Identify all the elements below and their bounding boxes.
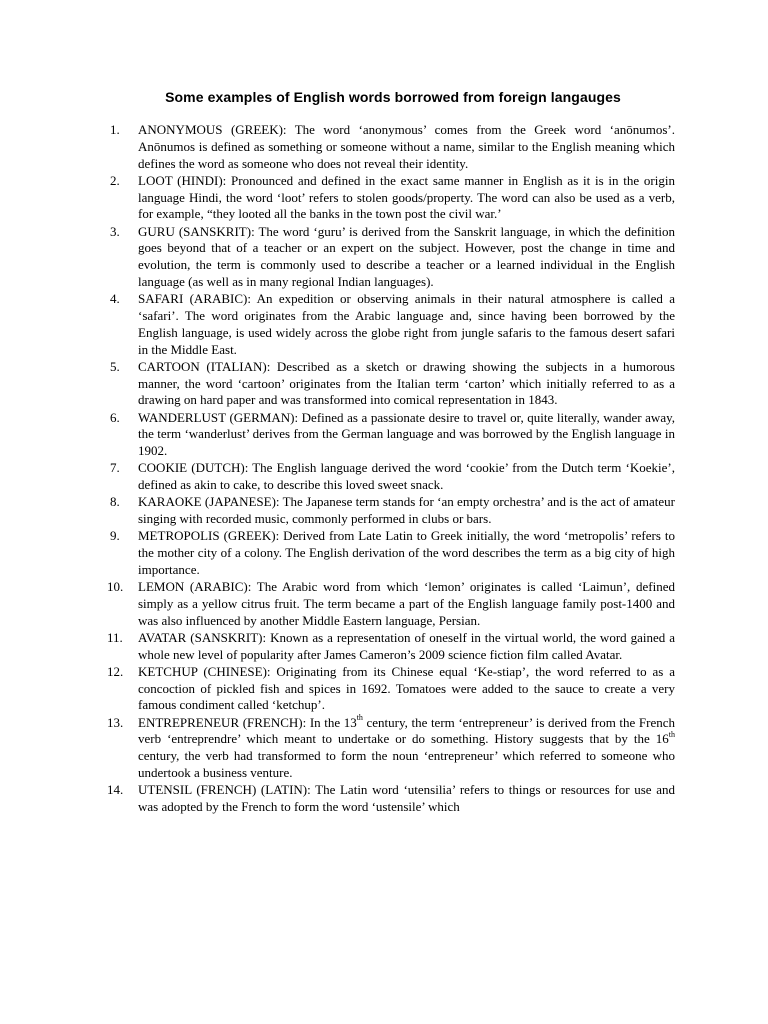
list-item-number: 14.: [107, 782, 124, 798]
list-item: [110, 460, 675, 494]
list-item-text: LOOT (HINDI): Pronounced and defined in the exact same manner in English as it is in the origin language Hindi, the word ‘loot’ refers to stolen goods/property. The word can also be used as a verb, for example, “they looted all the banks in the town post the civil war.’: [138, 172, 675, 222]
list-item-text-part: century, the term ‘entrepreneur’ is derived from the French verb ‘entreprendre’ which meant to undertake or do something. History suggests that by the 16: [138, 714, 675, 747]
list-item-number: 6.: [110, 409, 120, 425]
list-item-text: METROPOLIS (GREEK): Derived from Late Latin to Greek initially, the word ‘metropolis’ refers to the mother city of a colony. The English derivation of the word describes the term as a big city of high importance.: [138, 528, 675, 577]
list-item: [110, 223, 675, 291]
list-item-number: 9.: [110, 528, 120, 544]
ordinal-suffix: th: [668, 730, 675, 740]
list-item: [110, 409, 675, 460]
list-item-number: 2.: [110, 172, 120, 188]
list-item-text: ANONYMOUS (GREEK): The word ‘anonymous’ comes from the Greek word ‘anōnumos’. Anōnumos is defined as something or someone without a name, similar to the English meaning which defines the word as someone who does not reveal their identity.: [138, 122, 675, 171]
list-item-text-part: ENTREPRENEUR (FRENCH): In the 13: [138, 714, 357, 730]
list-item: [107, 579, 675, 629]
list-item-text: AVATAR (SANSKRIT): Known as a representation of oneself in the virtual world, the word gained a whole new level of popularity after James Cameron’s 2009 science fiction film called Avatar.: [138, 629, 675, 662]
list-item: [110, 494, 675, 528]
list-item: [107, 663, 675, 714]
list-item-number: 4.: [110, 291, 120, 307]
list-item: [110, 291, 675, 358]
list-item-text: COOKIE (DUTCH): The English language derived the word ‘cookie’ from the Dutch term ‘Koekie’, defined as akin to cake, to describe this loved sweet snack.: [138, 460, 675, 493]
list-item: [107, 713, 675, 782]
page-title: Some examples of English words borrowed from foreign langauges: [165, 89, 621, 105]
borrowed-words-list: [107, 122, 675, 816]
list-item-text: KARAOKE (JAPANESE): The Japanese term stands for ‘an empty orchestra’ and is the act of amateur singing with recorded music, commonly performed in clubs or bars.: [138, 494, 675, 527]
list-item-number: 10.: [107, 579, 124, 595]
list-item-text: WANDERLUST (GERMAN): Defined as a passionate desire to travel or, quite literally, wander away, the term ‘wanderlust’ derives from the German language and was borrowed by the English language in 1902.: [138, 409, 675, 459]
list-item-number: 1.: [110, 122, 120, 137]
list-item-text: SAFARI (ARABIC): An expedition or observing animals in their natural atmosphere is called a ‘safari’. The word originates from the Arabic language and, since having been borrowed by the English language, is used widely across the globe right from jungle safaris to the famous desert safari in the Middle East.: [138, 291, 675, 357]
list-item-number: 5.: [110, 358, 120, 374]
list-item-text: KETCHUP (CHINESE): Originating from its Chinese equal ‘Ke-stiap’, the word referred to as a concoction of pickled fish and spices in 1692. Tomatoes were added to the sauce to create a very famous condiment called ‘ketchup’.: [138, 663, 675, 713]
list-item-text: LEMON (ARABIC): The Arabic word from which ‘lemon’ originates is called ‘Laimun’, defined simply as a yellow citrus fruit. The term became a part of the English language family post-1400 and was also influenced by another Middle Eastern language, Persian.: [138, 579, 675, 628]
ordinal-suffix: th: [356, 713, 363, 723]
list-item-text-part: century, the verb had transformed to form the noun ‘entrepreneur’ which referred to someone who undertook a business venture.: [138, 748, 675, 780]
list-item-number: 3.: [110, 223, 120, 239]
list-item-text: GURU (SANSKRIT): The word ‘guru’ is derived from the Sanskrit language, in which the definition goes beyond that of a teacher or an expert on the subject. However, post the change in time and evolution, the term is commonly used to describe a teacher or a learned individual in the English language (as well as in many regional Indian languages).: [138, 223, 675, 289]
list-item-number: 12.: [107, 663, 124, 679]
list-item: [110, 528, 675, 578]
list-item-number: 11.: [107, 629, 123, 645]
list-item: [110, 358, 675, 409]
list-item-number: 8.: [110, 494, 120, 510]
list-item: [110, 122, 675, 172]
list-item-number: 7.: [110, 460, 120, 476]
list-item: [107, 629, 675, 664]
list-item-text: CARTOON (ITALIAN): Described as a sketch or drawing showing the subjects in a humorous manner, the word ‘cartoon’ originates from the Italian term ‘carton’ which initially referred to as a drawing on hard paper and was transformed into comical representation in 1843.: [138, 358, 675, 408]
list-item-text: UTENSIL (FRENCH) (LATIN): The Latin word ‘utensilia’ refers to things or resources for use and was adopted by the French to form the word ‘ustensile’ which: [138, 782, 675, 814]
list-item-text: [138, 715, 675, 780]
list-item: [110, 172, 675, 223]
list-item: [107, 782, 675, 816]
list-item-number: 13.: [107, 714, 124, 730]
